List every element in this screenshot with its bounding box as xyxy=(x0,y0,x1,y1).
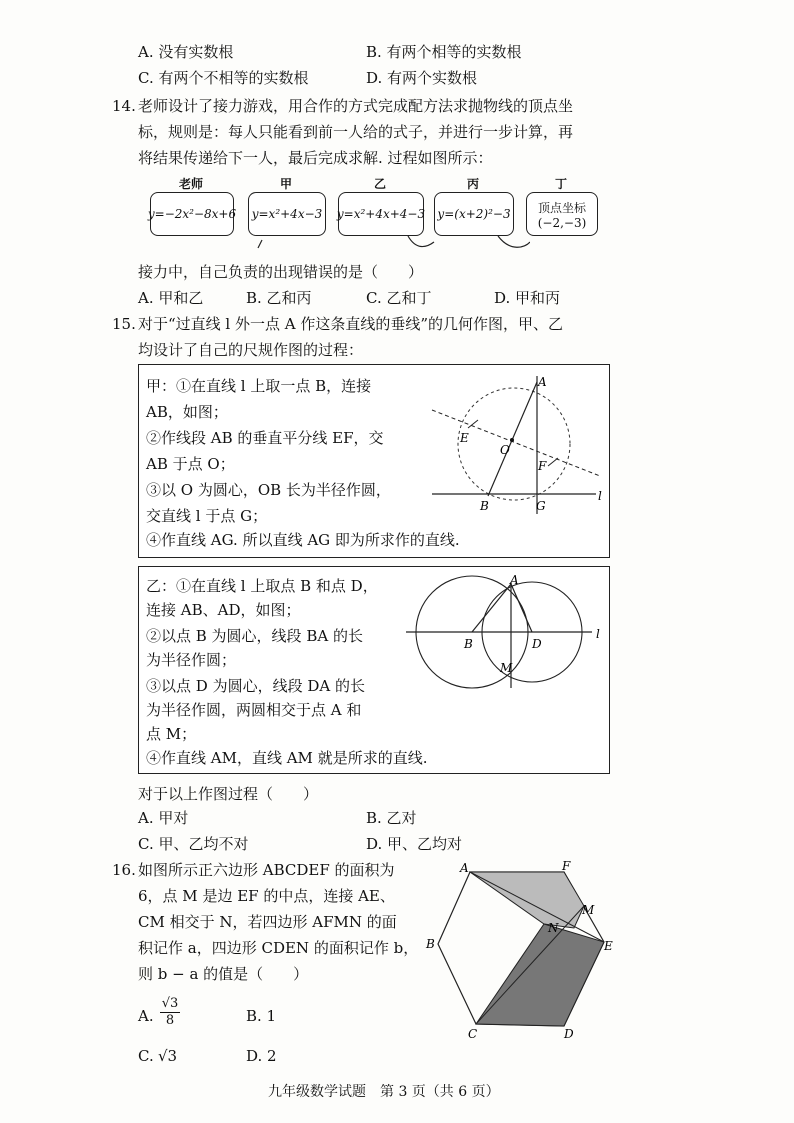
fig1-label-g: G xyxy=(536,499,546,513)
fig1-label-b: B xyxy=(480,499,489,513)
yi-step-1b: 连接 AB、AD，如图； xyxy=(146,601,301,619)
q16-option-b: B. 1 xyxy=(246,1007,277,1025)
fig2-label-a: A xyxy=(510,573,519,587)
q15-line1: 对于“过直线 l 外一点 A 作这条直线的垂线”的几何作图，甲、乙 xyxy=(138,315,564,333)
q15-option-b: B. 乙对 xyxy=(366,809,417,827)
flow-label-bing: 丙 xyxy=(466,177,479,191)
fig1-label-f: F xyxy=(538,459,547,473)
fig2-label-b: B xyxy=(464,637,473,651)
q14-option-b: B. 乙和丙 xyxy=(246,289,312,307)
hex-label-a: A xyxy=(460,861,469,875)
flow-box-ding: 顶点坐标 (−2,−3) xyxy=(526,192,598,236)
fig2-label-l: l xyxy=(596,627,600,641)
fig1-label-l: l xyxy=(598,489,602,503)
fig2-label-m: M xyxy=(500,661,513,675)
q15-option-c: C. 甲、乙均不对 xyxy=(138,835,249,853)
flow-label-ding: 丁 xyxy=(554,177,567,191)
q14-line2: 标，规则是：每人只能看到前一人给的式子，并进行一步计算，再 xyxy=(138,123,574,141)
q16-line4: 积记作 a，四边形 CDEN 的面积记作 b， xyxy=(138,939,419,957)
fig1-label-e: E xyxy=(460,431,469,445)
yi-step-2b: 为半径作圆； xyxy=(146,651,237,669)
hex-label-d: D xyxy=(564,1027,574,1041)
hex-label-n: N xyxy=(548,921,559,935)
jia-step-4: ④作直线 AG. 所以直线 AG 即为所求作的直线. xyxy=(146,531,460,549)
flow-arrows xyxy=(230,230,530,260)
q16-line5: 则 b − a 的值是（ ） xyxy=(138,965,309,983)
q13-option-d: D. 有两个实数根 xyxy=(366,69,478,87)
q16-option-c-value: √3 xyxy=(158,1047,178,1065)
yi-step-3c: 点 M； xyxy=(146,725,197,743)
q14-option-d: D. 甲和丙 xyxy=(494,289,561,307)
q13-option-c: C. 有两个不相等的实数根 xyxy=(138,69,309,87)
flow-box-jia: y=x²+4x−3 xyxy=(248,192,326,236)
q13-option-b: B. 有两个相等的实数根 xyxy=(366,43,522,61)
q15-line2: 均设计了自己的尺规作图的过程： xyxy=(138,341,364,359)
flow-label-yi: 乙 xyxy=(373,177,386,191)
hex-label-e: E xyxy=(604,939,613,953)
yi-step-3b: 为半径作圆，两圆相交于点 A 和 xyxy=(146,701,362,719)
flow-box-teacher: y=−2x²−8x+6 xyxy=(150,192,234,236)
q16-number: 16. xyxy=(112,861,136,879)
q15-option-d: D. 甲、乙均对 xyxy=(366,835,463,853)
jia-figure xyxy=(420,368,606,518)
yi-step-1a: 乙：①在直线 l 上取点 B 和点 D， xyxy=(146,577,378,595)
q15-option-a: A. 甲对 xyxy=(138,809,189,827)
q16-option-a-fraction: √3 8 xyxy=(161,996,179,1028)
q16-line1: 如图所示正六边形 ABCDEF 的面积为 xyxy=(138,861,395,879)
fig2-label-d: D xyxy=(532,637,542,651)
q14-number: 14. xyxy=(112,97,136,115)
flow-box-bing: y=(x+2)²−3 xyxy=(434,192,514,236)
flow-box-yi: y=x²+4x+4−3 xyxy=(338,192,424,236)
hex-label-b: B xyxy=(426,937,435,951)
jia-step-3b: 交直线 l 于点 G； xyxy=(146,507,268,525)
q14-line3: 将结果传递给下一人，最后完成求解. 过程如图所示： xyxy=(138,149,493,167)
q16-line2: 6，点 M 是边 EF 的中点，连接 AE、 xyxy=(138,887,395,905)
q16-hexagon-figure xyxy=(424,858,616,1044)
q16-option-d: D. 2 xyxy=(246,1047,277,1065)
jia-step-1a: 甲：①在直线 l 上取一点 B，连接 xyxy=(146,377,372,395)
hex-label-c: C xyxy=(468,1027,478,1041)
q14-option-a: A. 甲和乙 xyxy=(138,289,204,307)
q13-option-a: A. 没有实数根 xyxy=(138,43,234,61)
q15-question: 对于以上作图过程（ ） xyxy=(138,785,319,803)
q14-question: 接力中，自己负责的出现错误的是（ ） xyxy=(138,263,424,281)
q14-option-c: C. 乙和丁 xyxy=(366,289,432,307)
flow-label-teacher: 老师 xyxy=(178,177,203,191)
yi-figure xyxy=(404,570,606,700)
fig1-label-a: A xyxy=(538,375,547,389)
q16-line3: CM 相交于 N，若四边形 AFMN 的面 xyxy=(138,913,397,931)
q14-line1: 老师设计了接力游戏，用合作的方式完成配方法求抛物线的顶点坐 xyxy=(138,97,574,115)
hex-label-f: F xyxy=(562,859,571,873)
hex-label-m: M xyxy=(582,903,595,917)
q15-number: 15. xyxy=(112,315,136,333)
q16-option-c-prefix: C. xyxy=(138,1047,154,1065)
q16-option-a-prefix: A. xyxy=(138,1007,154,1025)
jia-step-2a: ②作线段 AB 的垂直平分线 EF，交 xyxy=(146,429,384,447)
jia-step-3a: ③以 O 为圆心，OB 长为半径作圆， xyxy=(146,481,391,499)
jia-step-2b: AB 于点 O； xyxy=(146,455,235,473)
page-footer: 九年级数学试题 第 3 页（共 6 页） xyxy=(268,1084,500,1100)
fig1-label-o: O xyxy=(500,443,510,457)
yi-step-4: ④作直线 AM，直线 AM 就是所求的直线. xyxy=(146,749,428,767)
yi-step-2a: ②以点 B 为圆心，线段 BA 的长 xyxy=(146,627,363,645)
jia-step-1b: AB，如图； xyxy=(146,403,228,421)
flow-label-jia: 甲 xyxy=(279,177,292,191)
yi-step-3a: ③以点 D 为圆心，线段 DA 的长 xyxy=(146,677,365,695)
